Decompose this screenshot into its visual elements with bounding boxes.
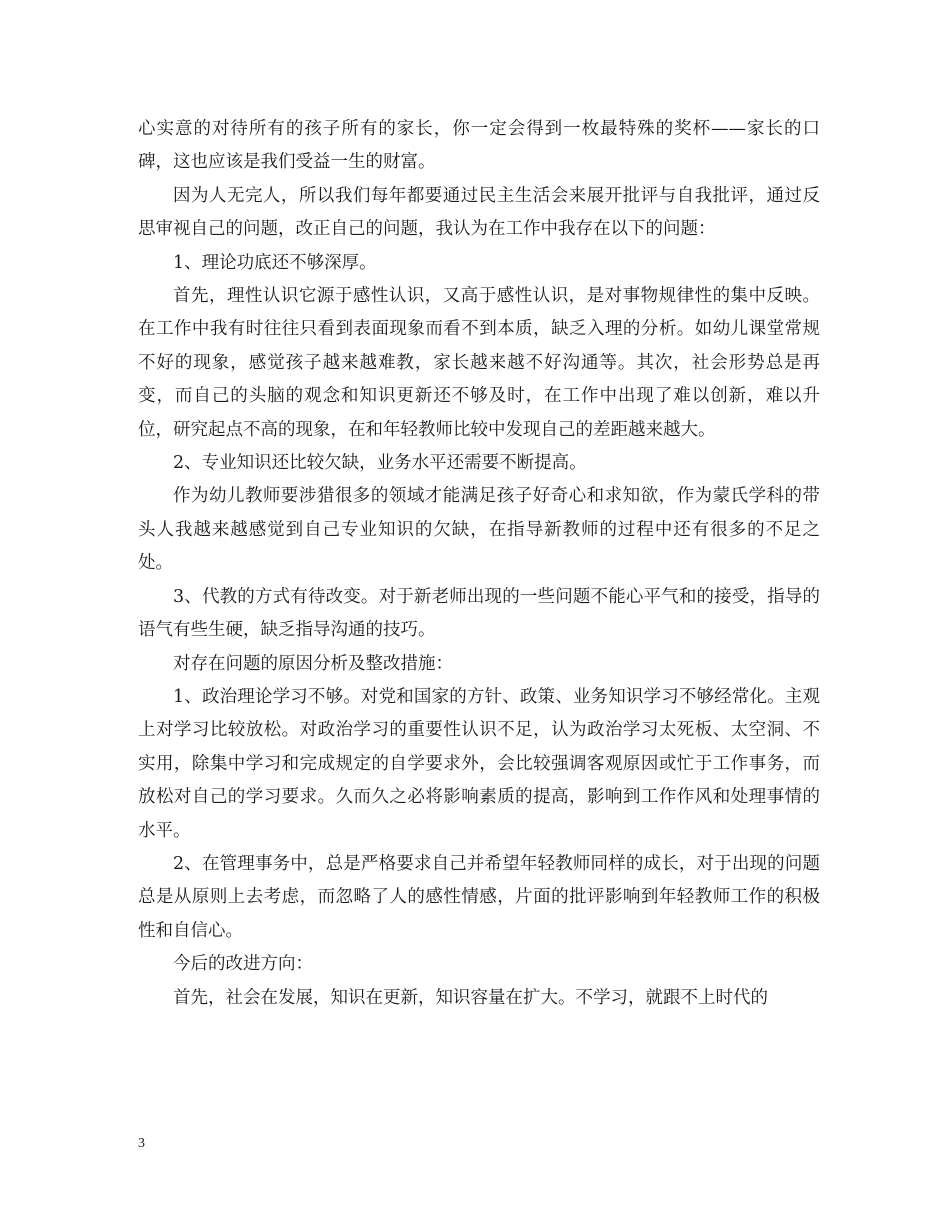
paragraph: 2、在管理事务中，总是严格要求自己并希望年轻教师同样的成长，对于出现的问题总是从原则上去考虑，而忽略了人的感性情感，片面的批评影响到年轻教师工作的积极性和自信心。 [138,853,820,941]
paragraph: 首先，理性认识它源于感性认识，又高于感性认识，是对事物规律性的集中反映。在工作中我有时往往只看到表面现象而看不到本质，缺乏入理的分析。如幼儿课堂常规不好的现象，感觉孩子越来越难教，家长越来越不好沟通等。其次，社会形势总是再变，而自己的头脑的观念和知识更新还不够及时，在工作中出现了难以创新，难以升位，研究起点不高的现象，在和年轻教师比较中发现自己的差距越来越大。 [138,286,820,440]
document-body [138,113,820,1015]
paragraph: 作为幼儿教师要涉猎很多的领域才能满足孩子好奇心和求知欲，作为蒙氏学科的带头人我越来越感觉到自己专业知识的欠缺，在指导新教师的过程中还有很多的不足之处。 [138,486,820,574]
paragraph: 3、代教的方式有待改变。对于新老师出现的一些问题不能心平气和的接受，指导的语气有些生硬，缺乏指导沟通的技巧。 [138,586,820,641]
paragraph: 对存在问题的原因分析及整改措施： [173,653,453,674]
paragraph: 因为人无完人，所以我们每年都要通过民主生活会来展开批评与自我批评，通过反思审视自己的问题，改正自己的问题，我认为在工作中我存在以下的问题： [138,185,820,240]
paragraph: 今后的改进方向： [173,954,313,975]
paragraph: 2、专业知识还比较欠缺，业务水平还需要不断提高。 [173,453,587,474]
paragraph: 心实意的对待所有的孩子所有的家长，你一定会得到一枚最特殊的奖杯——家长的口碑，这也应该是我们受益一生的财富。 [138,119,820,173]
paragraph: 首先，社会在发展，知识在更新，知识容量在扩大。不学习，就跟不上时代的 [173,987,768,1008]
paragraph: 1、政治理论学习不够。对党和国家的方针、政策、业务知识学习不够经常化。主观上对学习比较放松。对政治学习的重要性认识不足，认为政治学习太死板、太空洞、不实用，除集中学习和完成规定的自学要求外，会比较强调客观原因或忙于工作事务，而放松对自己的学习要求。久而久之必将影响素质的提高，影响到工作作风和处理事情的水平。 [138,686,820,841]
page-number: 3 [138,1136,145,1151]
paragraph: 1、理论功底还不够深厚。 [173,252,377,273]
